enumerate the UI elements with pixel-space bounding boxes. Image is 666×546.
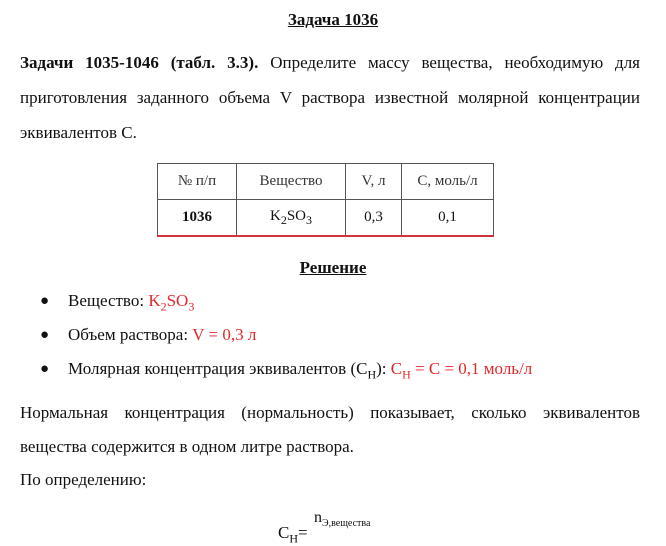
substance-sub: 3	[306, 212, 313, 227]
item-value: V = 0,3 л	[192, 325, 257, 344]
header-conc: C, моль/л	[402, 164, 494, 200]
header-num: № п/п	[158, 164, 237, 200]
task-intro	[20, 45, 640, 150]
value-part: K	[148, 291, 161, 310]
bullet-icon: ●	[40, 361, 50, 377]
data-table	[157, 163, 494, 237]
bullet-icon: ●	[40, 327, 50, 343]
item-label: Молярная концентрация эквивалентов (C	[68, 359, 368, 378]
header-substance: Вещество	[237, 164, 346, 200]
item-label-sub: H	[367, 367, 377, 382]
item-label: Объем раствора:	[68, 325, 193, 344]
bullet-icon: ●	[40, 293, 50, 309]
solution-title: Решение	[299, 258, 367, 277]
table-header-row	[158, 164, 494, 200]
item-value	[148, 291, 195, 314]
substance-sub: 2	[280, 212, 287, 227]
value-sub: H	[402, 367, 411, 382]
cell-substance	[237, 200, 346, 237]
value-part: = C = 0,1 моль/л	[410, 359, 533, 378]
list-item	[20, 352, 532, 386]
item-label-end: ):	[376, 359, 391, 378]
formula-lhs-symbol: C	[278, 523, 290, 542]
item-label: Вещество:	[68, 291, 149, 310]
formula-num-sub: Э,вещества	[322, 518, 371, 530]
formula-numerator	[314, 509, 370, 529]
normality-paragraph: Нормальная концентрация (нормальность) показывает, сколько эквивалентов вещества содержится в одном литре раствора.	[20, 403, 640, 456]
cell-num	[158, 200, 237, 237]
given-list	[20, 284, 532, 386]
substance-part: K	[269, 207, 281, 224]
list-item	[20, 318, 532, 352]
cell-num-value: 1036	[182, 209, 212, 225]
value-part: SO	[166, 291, 189, 310]
cell-volume: 0,3	[346, 200, 402, 237]
list-item	[20, 284, 532, 318]
table-row	[158, 200, 494, 237]
formula-lhs-sub: H	[289, 531, 299, 546]
task-intro-text: Определите массу вещества, необходимую для приготовления заданного объема V раствора известной молярной концентрации эквивалентов C.	[20, 53, 640, 142]
value-part: C	[390, 359, 403, 378]
value-sub: 2	[160, 299, 167, 314]
task-intro-bold: Задачи 1035-1046 (табл. 3.3).	[20, 53, 259, 72]
cell-conc: 0,1	[402, 200, 494, 237]
formula-equals: =	[298, 523, 308, 542]
substance-part: SO	[286, 207, 307, 224]
formula-num-symbol: n	[314, 509, 322, 526]
value-sub: 3	[188, 299, 195, 314]
definition-text: По определению:	[20, 470, 147, 489]
task-title: Задача 1036	[287, 10, 379, 29]
header-volume: V, л	[346, 164, 402, 200]
item-value	[390, 359, 533, 382]
